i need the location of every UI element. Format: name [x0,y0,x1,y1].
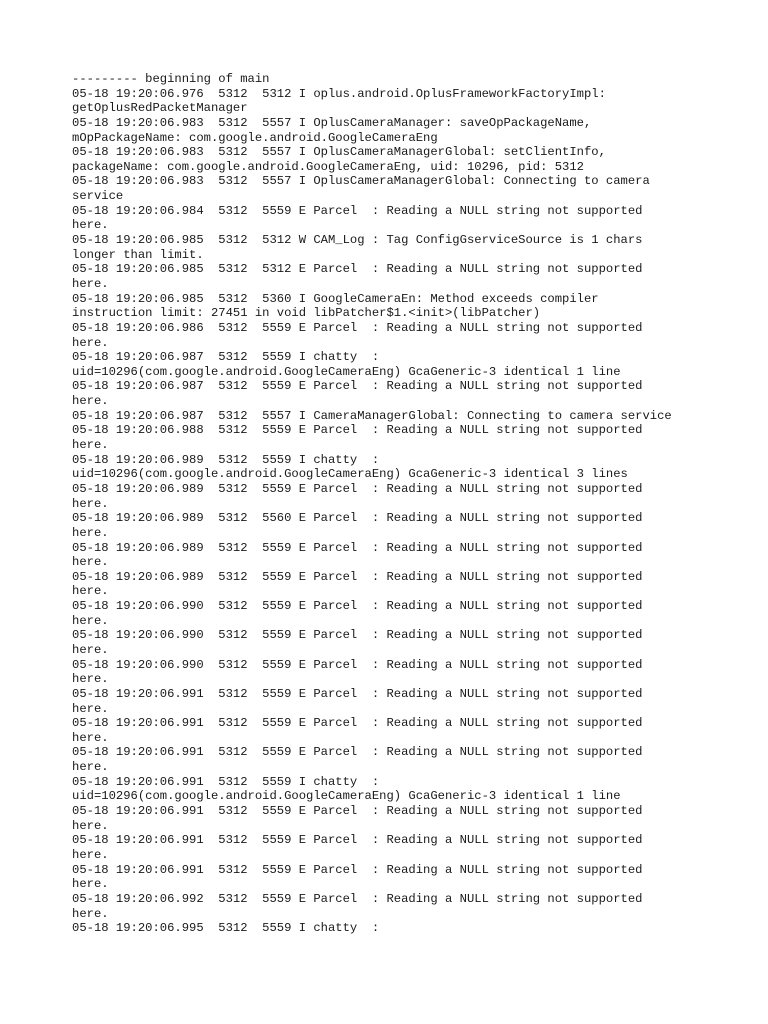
log-line: 05-18 19:20:06.992 5312 5559 E Parcel : Reading a NULL string not supported [72,891,643,906]
log-line: here. [72,555,109,570]
log-line: here. [72,701,109,716]
log-line: here. [72,760,109,775]
log-line: 05-18 19:20:06.989 5312 5559 E Parcel : Reading a NULL string not supported [72,481,643,496]
log-line: 05-18 19:20:06.987 5312 5557 I CameraManagerGlobal: Connecting to camera service [72,408,672,423]
log-line: here. [72,877,109,892]
log-line: 05-18 19:20:06.985 5312 5312 W CAM_Log : Tag ConfigGserviceSource is 1 chars [72,233,643,248]
log-line: packageName: com.google.android.GoogleCameraEng, uid: 10296, pid: 5312 [72,159,584,174]
logcat-text [72,72,712,936]
log-line: here. [72,584,109,599]
log-line: here. [72,906,109,921]
log-line: 05-18 19:20:06.988 5312 5559 E Parcel : Reading a NULL string not supported [72,423,643,438]
log-line: 05-18 19:20:06.985 5312 5360 I GoogleCameraEn: Method exceeds compiler [72,291,599,306]
log-line: 05-18 19:20:06.989 5312 5559 I chatty : [72,452,380,467]
log-line: 05-18 19:20:06.991 5312 5559 E Parcel : Reading a NULL string not supported [72,862,643,877]
log-line: here. [72,672,109,687]
log-line: 05-18 19:20:06.985 5312 5312 E Parcel : Reading a NULL string not supported [72,262,643,277]
log-line: here. [72,394,109,409]
log-line: 05-18 19:20:06.991 5312 5559 E Parcel : Reading a NULL string not supported [72,745,643,760]
log-line: longer than limit. [72,247,204,262]
log-line: 05-18 19:20:06.990 5312 5559 E Parcel : Reading a NULL string not supported [72,628,643,643]
log-line: 05-18 19:20:06.987 5312 5559 I chatty : [72,350,380,365]
log-line: 05-18 19:20:06.984 5312 5559 E Parcel : Reading a NULL string not supported [72,203,643,218]
log-line: 05-18 19:20:06.990 5312 5559 E Parcel : Reading a NULL string not supported [72,657,643,672]
log-line: 05-18 19:20:06.983 5312 5557 I OplusCameraManager: saveOpPackageName, [72,115,592,130]
log-line: 05-18 19:20:06.983 5312 5557 I OplusCameraManagerGlobal: Connecting to camera [72,174,650,189]
log-line: 05-18 19:20:06.989 5312 5559 E Parcel : Reading a NULL string not supported [72,569,643,584]
log-line: mOpPackageName: com.google.android.GoogleCameraEng [72,130,438,145]
log-line: 05-18 19:20:06.986 5312 5559 E Parcel : Reading a NULL string not supported [72,320,643,335]
log-line: here. [72,276,109,291]
log-line: here. [72,218,109,233]
log-line: uid=10296(com.google.android.GoogleCameraEng) GcaGeneric-3 identical 1 line [72,789,621,804]
log-line: 05-18 19:20:06.991 5312 5559 E Parcel : Reading a NULL string not supported [72,716,643,731]
log-line: 05-18 19:20:06.991 5312 5559 I chatty : [72,774,380,789]
log-line: here. [72,642,109,657]
log-line: here. [72,730,109,745]
log-line: --------- beginning of main [72,72,270,86]
log-line: uid=10296(com.google.android.GoogleCameraEng) GcaGeneric-3 identical 1 line [72,364,621,379]
log-line: here. [72,335,109,350]
log-line: here. [72,613,109,628]
log-line: 05-18 19:20:06.990 5312 5559 E Parcel : Reading a NULL string not supported [72,599,643,614]
log-line: instruction limit: 27451 in void libPatcher$1.<init>(libPatcher) [72,306,541,321]
log-line: service [72,189,124,204]
log-line: uid=10296(com.google.android.GoogleCameraEng) GcaGeneric-3 identical 3 lines [72,467,628,482]
log-line: here. [72,847,109,862]
log-line: here. [72,818,109,833]
log-line: 05-18 19:20:06.991 5312 5559 E Parcel : Reading a NULL string not supported [72,833,643,848]
log-line: here. [72,525,109,540]
log-line: 05-18 19:20:06.989 5312 5560 E Parcel : Reading a NULL string not supported [72,511,643,526]
log-line: 05-18 19:20:06.991 5312 5559 E Parcel : Reading a NULL string not supported [72,804,643,819]
log-line: getOplusRedPacketManager [72,101,248,116]
log-line: 05-18 19:20:06.983 5312 5557 I OplusCameraManagerGlobal: setClientInfo, [72,145,606,160]
log-line: here. [72,438,109,453]
log-line: 05-18 19:20:06.989 5312 5559 E Parcel : Reading a NULL string not supported [72,540,643,555]
log-line: 05-18 19:20:06.991 5312 5559 E Parcel : Reading a NULL string not supported [72,686,643,701]
log-line: 05-18 19:20:06.976 5312 5312 I oplus.android.OplusFrameworkFactoryImpl: [72,86,606,101]
log-line: 05-18 19:20:06.987 5312 5559 E Parcel : Reading a NULL string not supported [72,379,643,394]
log-line: here. [72,496,109,511]
log-line: 05-18 19:20:06.995 5312 5559 I chatty : [72,921,380,936]
